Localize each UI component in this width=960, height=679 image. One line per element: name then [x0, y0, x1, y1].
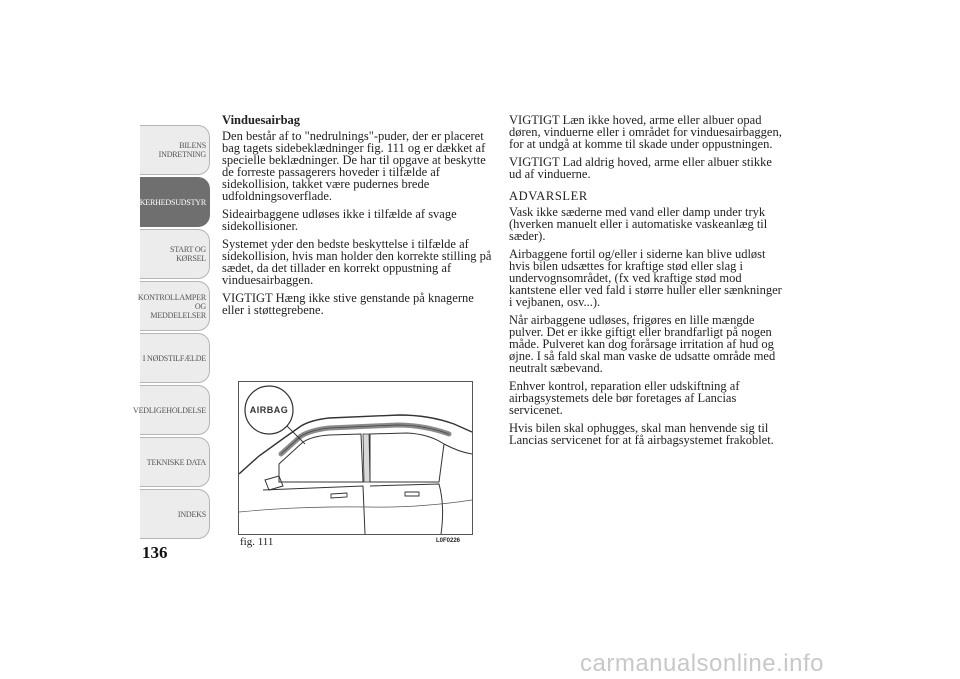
paragraph: Airbaggene fortil og/eller i siderne kan blive udløst hvis bilen udsættes for kraftige stød eller slag i undervognsområdet, (fx ved kraftige stød mod kantstene eller ved fald i større huller eller sænkninger i vejbanen, osv...). — [509, 247, 782, 309]
figure-111 — [238, 381, 473, 535]
page-number: 136 — [142, 543, 168, 562]
paragraph: Hvis bilen skal ophugges, skal man henvende sig til Lancias servicenet for at få airbagsystemet frakoblet. — [509, 421, 774, 447]
figure-caption: fig. 111 — [240, 536, 274, 548]
paragraph: VIGTIGT Hæng ikke stive genstande på knagerne eller i støttegrebene. — [222, 291, 474, 317]
paragraph: VIGTIGT Lad aldrig hoved, arme eller albuer stikke ud af vinduerne. — [509, 155, 772, 181]
tab-i-nodstilfaelde[interactable]: I NØDSTILFÆLDE — [140, 333, 210, 383]
car-door-illustration — [239, 382, 472, 534]
section-heading: Vinduesairbag — [222, 113, 301, 127]
paragraph: Systemet yder den bedste beskyttelse i tilfælde af sidekollision, hvis man holder den korrekte stilling på sædet, da det tillader en korrekt oppustning af vinduesairbaggen. — [222, 237, 492, 287]
tab-sikkerhedsudstyr[interactable]: SIKKERHEDSUDSTYR — [140, 177, 210, 227]
airbag-callout-label: AIRBAG — [249, 405, 289, 415]
paragraph: Sideairbaggene udløses ikke i tilfælde af svage sidekollisioner. — [222, 207, 457, 233]
tab-indeks[interactable]: INDEKS — [140, 489, 210, 539]
tab-vedligeholdelse[interactable]: VEDLIGEHOLDELSE — [140, 385, 210, 435]
tab-tekniske-data[interactable]: TEKNISKE DATA — [140, 437, 210, 487]
left-column — [222, 114, 492, 322]
tab-bilens-indretning[interactable]: BILENS INDRETNING — [140, 125, 210, 175]
paragraph: Når airbaggene udløses, frigøres en lille mængde pulver. Det er ikke giftigt eller brandfarligt på nogen måde. Pulveret kan dog forårsage irritation af hud og øjne. I så fald skal man vaske de udsatte område med neutralt sæbevand. — [509, 313, 776, 375]
figure-code: L0F0226 — [436, 538, 461, 544]
tab-start-og-korsel[interactable]: START OG KØRSEL — [140, 229, 210, 279]
watermark: carmanualsonline.info — [580, 650, 824, 677]
paragraph: VIGTIGT Læn ikke hoved, arme eller albuer opad døren, vinduerne eller i området for vinduesairbaggen, for at undgå at komme til skade under oppustningen. — [509, 113, 782, 151]
paragraph: Enhver kontrol, reparation eller udskiftning af airbagsystemets dele bør foretages af Lancias servicenet. — [509, 379, 740, 417]
warning-heading: ADVARSLER — [509, 189, 588, 203]
paragraph: Vask ikke sæderne med vand eller damp under tryk (hverken manuelt eller i automatiske vaskeanlæg til sæder). — [509, 205, 768, 243]
paragraph: Den består af to "nedrulnings"-puder, der er placeret bag tagets sidebeklædninger fig. 111 og er dækket af specielle beklædninger. De har til opgave at beskytte de forreste passagerers hoveder i tilfælde af sidekollision, takket være pudernes brede udfoldningsoverflade. — [222, 129, 486, 203]
tab-kontrollamper[interactable]: KONTROLLAMPER OG MEDDELELSER — [140, 281, 210, 331]
right-column — [509, 114, 784, 452]
